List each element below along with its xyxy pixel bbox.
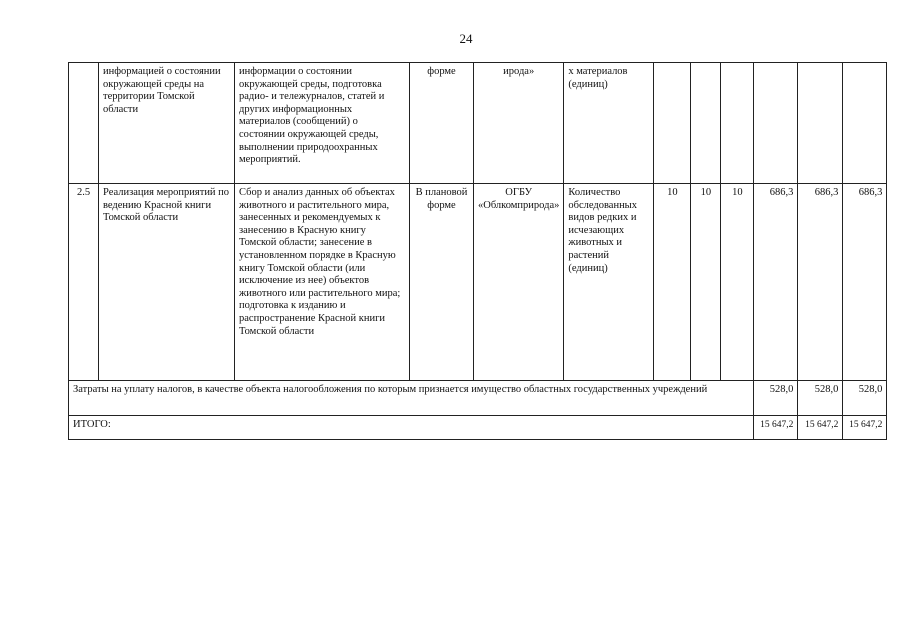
event-description-cell: информации о состоянии окружающей среды, подготовка радио- и тележурналов, статей и других информационных материалов (сообщений) о состоянии окружающей среды, выполнении природоохранных мероприятий. [235, 63, 410, 184]
indicator-value-1-cell: 10 [654, 184, 691, 381]
cost-2-cell: 528,0 [798, 381, 843, 416]
row-number-cell: 2.5 [69, 184, 99, 381]
budget-table [68, 62, 887, 440]
executor-cell: ОГБУ «Облкомприрода» [474, 184, 564, 381]
cost-2-cell [798, 63, 843, 184]
indicator-value-2-cell [691, 63, 721, 184]
cost-3-cell [843, 63, 887, 184]
cost-3-cell: 686,3 [843, 184, 887, 381]
cost-1-cell [754, 63, 798, 184]
cost-1-cell: 686,3 [754, 184, 798, 381]
event-name-cell: информацией о состоянии окружающей среды на территории Томской области [99, 63, 235, 184]
table-row-total [69, 416, 887, 440]
table-row-taxes [69, 381, 887, 416]
cost-3-cell: 528,0 [843, 381, 887, 416]
total-label-cell: ИТОГО: [69, 416, 754, 440]
cost-2-cell: 686,3 [798, 184, 843, 381]
cost-1-cell: 528,0 [754, 381, 798, 416]
total-cost-1-cell: 15 647,2 [754, 416, 798, 440]
page-number: 24 [459, 31, 473, 46]
indicator-value-3-cell: 10 [721, 184, 754, 381]
row-number-cell [69, 63, 99, 184]
indicator-cell: Количество обследованных видов редких и исчезающих животных и растений (единиц) [564, 184, 654, 381]
indicator-value-3-cell [721, 63, 754, 184]
indicator-value-2-cell: 10 [691, 184, 721, 381]
total-cost-3-cell: 15 647,2 [843, 416, 887, 440]
indicator-value-1-cell [654, 63, 691, 184]
implementation-form-cell: форме [410, 63, 474, 184]
event-name-cell: Реализация мероприятий по ведению Красной книги Томской области [99, 184, 235, 381]
implementation-form-cell: В плановой форме [410, 184, 474, 381]
table-row-2-5 [69, 184, 887, 381]
total-cost-2-cell: 15 647,2 [798, 416, 843, 440]
table-row-continued [69, 63, 887, 184]
event-description-cell: Сбор и анализ данных об объектах животного и растительного мира, занесенных и рекомендуемых к занесению в Красную книгу Томской области; занесение в установленном порядке в Красную книгу Томской области (или исключение из нее) объектов животного или растительного мира; подготовка к изданию и распространение Красной книги Томской области [235, 184, 410, 381]
executor-cell: ирода» [474, 63, 564, 184]
indicator-cell: х материалов (единиц) [564, 63, 654, 184]
tax-label-cell: Затраты на уплату налогов, в качестве объекта налогообложения по которым признается имущество областных государственных учреждений [69, 381, 754, 416]
